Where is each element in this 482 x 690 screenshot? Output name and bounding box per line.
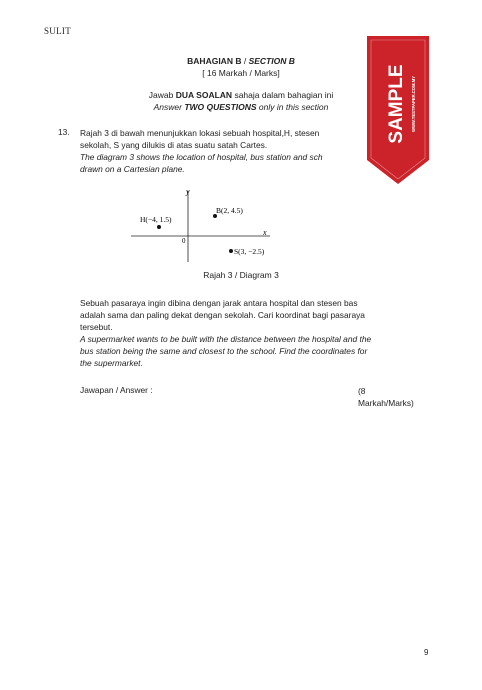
sample-watermark — [367, 36, 429, 184]
point-s-label: S(3, −2.5) — [234, 247, 265, 256]
question-intro: Rajah 3 di bawah menunjukkan lokasi sebuah hospital,H, stesen sekolah, S yang dilukis di atas suatu satah Cartes. The diagram 3 shows the location of hospital, bus station and sch drawn on a Cartesian plane. — [80, 128, 323, 174]
diagram-caption: Rajah 3 / Diagram 3 — [203, 270, 279, 280]
section-title: BAHAGIAN B / SECTION B — [187, 56, 295, 66]
section-marks: [ 16 Markah / Marks] — [202, 68, 280, 78]
point-h-label: H(−4, 1.5) — [140, 215, 172, 224]
answer-label: Jawapan / Answer : — [80, 385, 153, 395]
origin-label: 0 — [182, 237, 186, 245]
point-b-label: B(2, 4.5) — [216, 206, 243, 215]
y-axis-label: y — [186, 187, 190, 196]
marks-allocation: (8 Markah/Marks) — [358, 386, 414, 408]
question-body-bm: Sebuah pasaraya ingin dibina dengan jarak antara hospital dan stesen bas adalah sama dan paling dekat dengan sekolah. Cari koordinat bagi pasaraya tersebut. — [80, 298, 365, 332]
instruction-bm: Jawab DUA SOALAN sahaja dalam bahagian ini — [148, 90, 334, 100]
watermark-site: WWW.TESTPAPER.COM.MY — [411, 76, 416, 132]
x-axis-label: x — [263, 228, 267, 237]
point-s-marker — [229, 249, 233, 253]
question-body-en: A supermarket wants to be built with the distance between the hospital and the bus station being the same and closest to the school. Find the coordinates for the supermarket. — [80, 334, 372, 368]
watermark-text: SAMPLE — [386, 64, 407, 144]
cartesian-diagram — [120, 184, 290, 266]
question-number: 13. — [58, 127, 70, 137]
instruction-en: Answer TWO QUESTIONS only in this section — [153, 102, 329, 112]
page-number: 9 — [424, 648, 429, 657]
point-h-marker — [157, 225, 161, 229]
sulit-header: SULIT — [44, 26, 71, 36]
